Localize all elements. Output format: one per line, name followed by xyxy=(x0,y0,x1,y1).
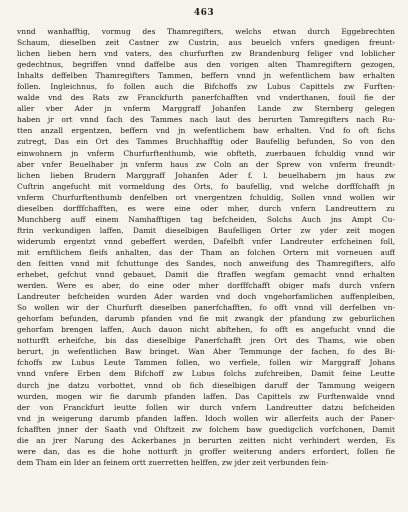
text-line: notturfft erheifche, bis das dieselbige Panerfchafft jren Ort des Thams, wie oben xyxy=(17,336,395,346)
text-line: wurden, mogen wir fie darumb pfanden laffen. Das Capittels zw Furftenwalde vnnd xyxy=(17,391,395,401)
text-line: vnd jn weigerung darumb pfanden laffen. Idoch wollen wir allerfeits auch der Paner- xyxy=(17,413,395,423)
text-line: fchafften jnner der Saath vnd Ohftzeit zw folchem baw guedigclich vorfchonen, Damit xyxy=(17,424,395,434)
text-line: tten anzall ergentzen, beffern vnd jn wefentlichem baw erhalten. Vnd fo oft fichs xyxy=(17,126,395,136)
text-line: den feitten vnnd mit fchuttunge des Sandes, noch anweifung des Thamregifters, alfo xyxy=(17,258,395,268)
text-line: gehorfam befunden, darumb pfanden vnd fie mit zwangk der pfandung zw geburlichen xyxy=(17,314,395,324)
text-line: walde vnd des Rats zw Franckfurth panerfchafften vnd vnderthanen, fouil fie der xyxy=(17,93,395,103)
text-line: der von Franckfurt leutte follen wir durch vnfern Landreutter datzu befcheiden xyxy=(17,402,395,412)
body-text xyxy=(17,26,395,468)
text-line: lichen lieben Brudern Marggraff Johanfen Ader f. l. beuelhabern jm haus zw xyxy=(17,170,395,180)
text-line: vnnd wanhafftig, vormug des Thamregifters, welchs etwan durch Eggebrechten xyxy=(17,27,395,36)
text-line: ftrin verkundigen laffen, Damit dieselbigen Baufelligen Orter zw yder zeit mogen xyxy=(17,225,395,235)
text-line: Munchberg auff einem Namhafftigen tag befcheiden, Solchs Auch jns Ampt Cu- xyxy=(17,214,395,224)
text-line: berurt, jn wefentlichen Baw bringet. Wan Aber Temmunge der fachen, fo des Bi- xyxy=(17,347,395,357)
text-line: Landreuter befcheiden wurden Ader warden vnd doch vngehorfamlichen auffenpleiben, xyxy=(17,292,395,302)
text-line: dem Tham ein Ider an feinem ortt zuerretten helffen, zw jder zeit verbunden fein- xyxy=(17,457,329,467)
text-line: Schaum, dieselben zeit Castner zw Custrin, aus beuelch vnfers gnedigen freunt- xyxy=(17,38,395,48)
text-line: Inhalts deffelben Thamregifters Tammen, beffern vnnd jn wefentlichem baw erhalten xyxy=(17,71,395,81)
text-line: die an jrer Narung des Ackerbanes jn berurten zeitten nicht verhindert werden, Es xyxy=(17,435,395,445)
text-line: So wollen wir der Churfurft dieselben panerfchafften, fo offt vnnd vill derfelben vn- xyxy=(17,303,395,313)
text-line: haben jr ort vnnd fach des Tammes nach laut des berurten Tamregifters nach Ru- xyxy=(17,115,395,125)
text-line: vnnd vnfere Erben dem Bifchoff zw Lubus folchs zufchreiben, Damit feine Leutte xyxy=(17,369,395,379)
text-line: dieselben dorfffchafften, es were eine oder mher, durch vnfern Landreuttern zu xyxy=(17,203,395,213)
text-line: mit ernftlichem fleifs anhalten, das der Tham an folchen Ortern mit vorneuen auff xyxy=(17,247,395,257)
text-line: erhebet, gefchut vnnd gebauet, Damit die ftraffen wegfam gemacht vnnd erhalten xyxy=(17,270,395,280)
text-line: werden. Were es aber, do eine oder mher dorfffchafft obiger mafs durch vnfern xyxy=(17,281,395,291)
page-number: 463 xyxy=(193,8,215,18)
text-line: vnferm Churfurftenthumb denfelben ort vnergentzen fchuldig, Sollen vnnd wollen wir xyxy=(17,192,395,202)
text-line: zutregt, Das ein Ort des Tammes Bruchhafftig oder Baufellig befunden, So von den xyxy=(17,137,395,147)
text-line: Cuftrin angefucht mit vormeldung des Orts, fo baufellig, vnd welche dorfffchafft jn xyxy=(17,181,395,191)
text-line: aber vnfer Beuelhaber jn vnferm haus zw Coln an der Sprew von vnferm freundt- xyxy=(17,159,395,169)
text-line: gehorfam brengen laffen, Auch dauon nicht abftehen, fo offt es angefucht vnnd die xyxy=(17,325,395,335)
text-line: aller vber Ader jn vnferm Marggraff Johanfen Lande zw Sternberg gelegen xyxy=(17,104,395,114)
text-line: follen. Ingleichnus, fo follen auch die Bifchoffs zw Lubus Capittels zw Furften- xyxy=(17,82,395,92)
text-line: widerumb ergentzt vnnd gebeffert werden, Dafelbft vnfer Landreuter erfcheinen foll, xyxy=(17,236,395,246)
text-line: durch jne datzu vorbottet, vnnd ob fich dieselbigen daruff der Tammung weigern xyxy=(17,380,395,390)
text-line: lichen lieben hern vnd vaters, des churfurften zw Brandenburg feliger vnd loblicher xyxy=(17,49,395,59)
text-line: gedechtnus, begriffen vnnd daffelbe aus den vorigen alten Thamregiftern gezogen, xyxy=(17,60,395,70)
text-line: einwohnern jn vnferm Churfurftenthumb, wie obfteth, zuerbauen fchuldig vnnd wir xyxy=(17,148,395,158)
text-line: were dan, das es die hohe notturft jn groffer weiterung anders erfordert, follen fie xyxy=(17,446,395,456)
text-line: fchoffs zw Lubus Leute Tammen follen, wo verfiele, follen wir Marggraff Johans xyxy=(17,358,395,368)
